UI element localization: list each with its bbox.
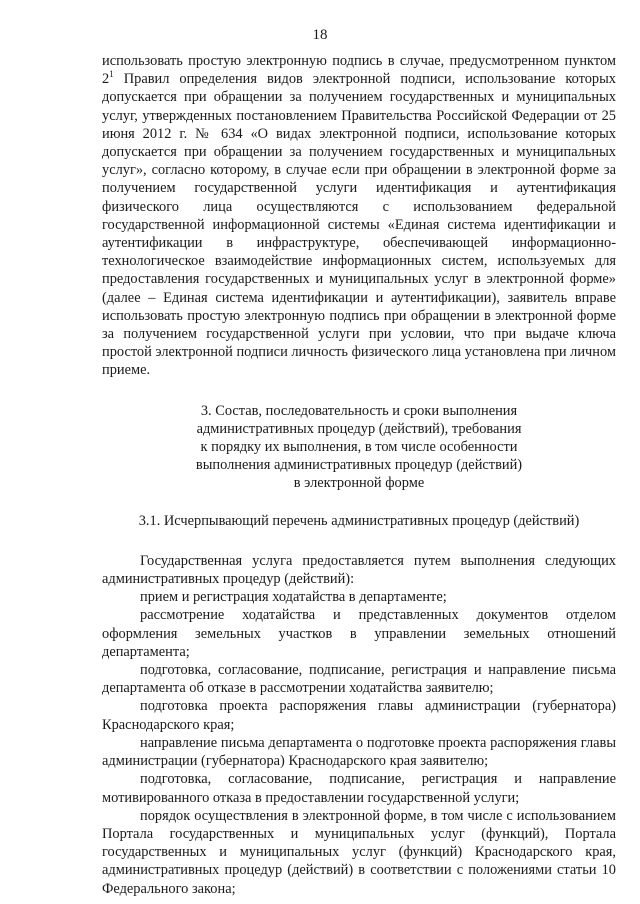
section-heading-line: 3. Состав, последовательность и сроки выполнения — [200, 402, 518, 419]
page-number: 18 — [312, 27, 328, 43]
paragraph-electronic-signature — [102, 52, 616, 380]
section-heading-line: административных процедур (действий), требования — [196, 420, 522, 437]
list-item: рассмотрение ходатайства и представленных документов отделом оформления земельных участков в управлении земельных отношений департамента; — [102, 607, 616, 660]
document-body — [102, 52, 616, 898]
list-item: прием и регистрация ходатайства в департаменте; — [140, 589, 447, 606]
subsection-heading: 3.1. Исчерпывающий перечень административных процедур (действий) — [138, 512, 580, 529]
section-heading-line: к порядку их выполнения, в том числе особенности — [200, 438, 518, 455]
list-item: направление письма департамента о подготовке проекта распоряжения главы администрации (губернатора) Краснодарского края заявителю; — [102, 734, 616, 770]
section-heading-line: выполнения административных процедур (действий) — [195, 456, 523, 473]
list-item: подготовка проекта распоряжения главы администрации (губернатора) Краснодарского края; — [102, 698, 616, 733]
section-heading — [102, 402, 616, 492]
footnote-superscript: 1 — [109, 69, 114, 80]
list-intro: Государственная услуга предоставляется путем выполнения следующих административных процедур (действий): — [102, 552, 616, 588]
list-item: порядок осуществления в электронной форме, в том числе с использованием Портала государственных и муниципальных услуг (функций), Портала государственных и муниципальных услуг (функций) Краснодарского края, административных процедур (действий) в соответствии с положениями статьи 10 Федерального закона; — [102, 807, 616, 897]
paragraph-text-part1: использовать простую электронную подпись в случае, предусмотренном пунктом 2 — [102, 53, 616, 88]
list-item: подготовка, согласование, подписание, регистрация и направление письма департамента об отказе в рассмотрении ходатайства заявителю; — [102, 662, 616, 697]
section-heading-line: в электронной форме — [293, 474, 425, 491]
list-item: подготовка, согласование, подписание, регистрация и направление мотивированного отказа в предоставлении государственной услуги; — [102, 771, 616, 806]
paragraph-text-part2: Правил определения видов электронной подписи, использование которых допускается при обращении за получением государственных и муниципальных услуг, утвержденных постановлением Правительства Российской Федерации от 25 июня 2012 г. № 634 «О видах электронной подписи, использование которых допускается при обращении за получением государственных и муниципальных услуг», согласно которому, в случае если при обращении в электронной форме за получением государственной услуги идентификация и аутентификация физического лица осуществляются с использованием федеральной государственной информационной системы «Единая система идентификации и аутентификации в инфраструктуре, обеспечивающей информационно-технологическое взаимодействие информационных систем, используемых для предоставления государственных и муниципальных услуг в электронной форме» (далее – Единая система идентификации и аутентификации), заявитель вправе использовать простую электронную подпись при обращении в электронной форме за получением государственной услуги при условии, что при выдаче ключа простой электронной подписи личность физического лица установлена при личном приеме. — [102, 71, 616, 379]
